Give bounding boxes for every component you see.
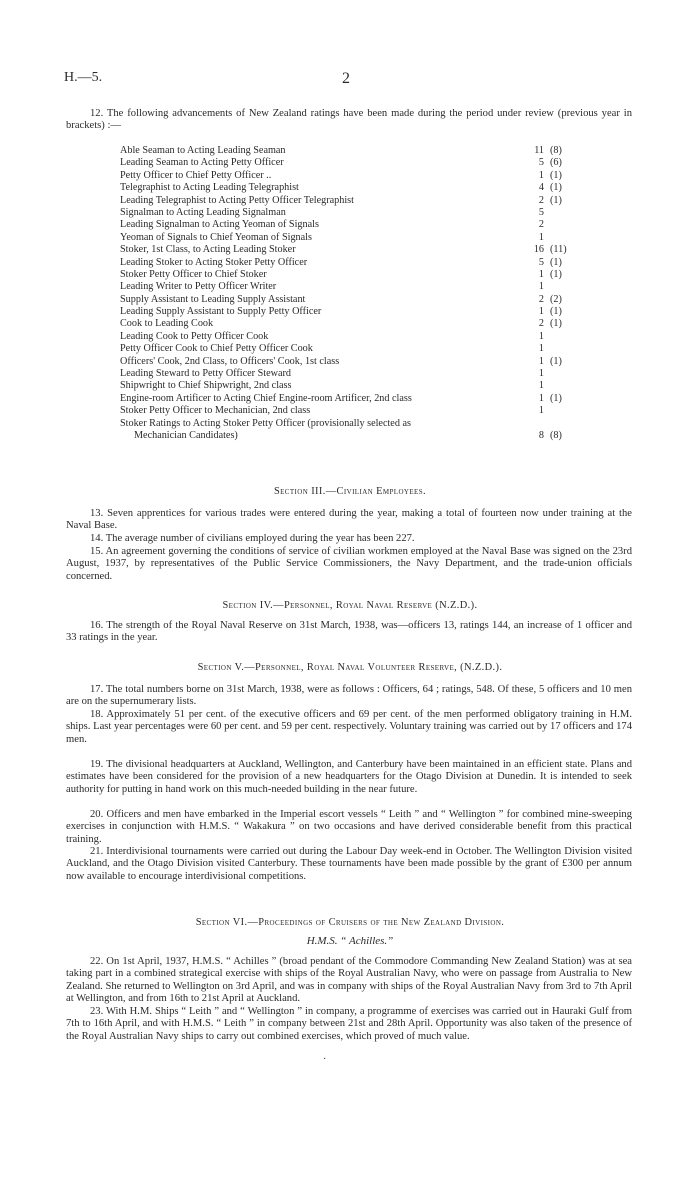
advancement-count: 1 — [538, 268, 544, 280]
advancement-row — [120, 207, 632, 219]
advancement-count: 1 — [538, 405, 544, 417]
advancement-previous-year: (1) — [550, 169, 562, 181]
advancement-label: Shipwright to Chief Shipwright, 2nd class — [120, 380, 292, 392]
paragraph-14: 14. The average number of civilians employed during the year has been 227. — [90, 533, 415, 544]
advancement-label: Leading Cook to Petty Officer Cook — [120, 330, 269, 342]
advancement-label: Cook to Leading Cook — [120, 318, 214, 330]
advancement-row — [120, 368, 632, 380]
advancement-row — [120, 380, 632, 392]
paragraph-22: 22. On 1st April, 1937, H.M.S. “ Achilles ” (broad pendant of the Commodore Commanding New Zealand Station) was at sea taking part in a combined strategical exercise with ships of the Royal Australian Navy, who were on passage from Australia to New Zealand. She returned to Wellington on 3rd April, and was in company with ships of the Royal Australian Navy from 3rd to 7th April at Wellington, and from 16th to 21st April at Auckland. — [66, 956, 632, 1005]
advancement-row — [120, 356, 632, 368]
advancement-count: 16 — [533, 244, 544, 256]
advancement-row — [120, 405, 632, 417]
advancement-label: Able Seaman to Acting Leading Seaman — [120, 145, 286, 156]
advancement-count: 1 — [538, 330, 544, 342]
paragraph-15: 15. An agreement governing the conditions of service of civilian workmen employed at the Naval Base was signed on the 23rd August, 1937, by representatives of the Public Service Commissioners, the Navy Department, and the trade-union officials concerned. — [66, 546, 632, 582]
advancement-label: Leading Writer to Petty Officer Writer — [120, 281, 277, 293]
advancement-row — [120, 257, 632, 269]
advancement-row — [120, 281, 632, 293]
advancement-row — [120, 182, 632, 194]
advancement-row — [120, 232, 632, 244]
paragraph-19: 19. The divisional headquarters at Auckland, Wellington, and Canterbury have been maintained in an efficient state. Plans and estimates have been considered for the provision of a new headquarters for the Otago Division at Dunedin. It is intended to seek authority for putting in hand work on this much-needed building in the near future. — [66, 759, 632, 795]
section-6-heading: Section VI.—Proceedings of Cruisers of the New Zealand Division. — [195, 917, 505, 928]
advancement-count: 2 — [538, 194, 544, 206]
advancement-previous-year: (1) — [550, 392, 562, 404]
section-5-heading: Section V.—Personnel, Royal Naval Volunteer Reserve, (N.Z.D.). — [197, 662, 503, 673]
advancement-count: 1 — [538, 343, 544, 355]
advancement-previous-year: (1) — [550, 268, 562, 280]
advancement-row — [120, 219, 632, 231]
paragraph-17: 17. The total numbers borne on 31st March, 1938, were as follows : Officers, 64 ; ratings, 548. Of these, 5 officers and 10 men are on the supernumerary lists. — [66, 684, 632, 708]
advancement-label: Petty Officer Cook to Chief Petty Officer Cook — [120, 343, 313, 355]
advancements-table — [120, 145, 632, 442]
page-number: 2 — [342, 70, 350, 87]
advancement-count: 1 — [538, 169, 544, 181]
paragraph-18: 18. Approximately 51 per cent. of the executive officers and 69 per cent. of the men performed obligatory training in H.M. ships. Last year percentages were 60 per cent. and 59 per cent. respectively. Voluntary training was carried out by 17 officers and 174 men. — [66, 709, 632, 745]
advancement-label: Leading Supply Assistant to Supply Petty Officer — [120, 306, 322, 318]
advancement-label: Leading Seaman to Acting Petty Officer — [120, 157, 284, 169]
advancement-count: 5 — [538, 206, 544, 218]
advancement-row — [120, 331, 632, 343]
advancement-count: 1 — [538, 306, 544, 318]
paragraph-21: 21. Interdivisional tournaments were carried out during the Labour Day week-end in October. The Wellington Division visited Auckland, and the Otago Division visited Canterbury. These tournaments have been made possible by the grant of £300 per annum now available to encourage interdivisional competitions. — [66, 846, 632, 882]
paragraph-20: 20. Officers and men have embarked in the Imperial escort vessels “ Leith ” and “ Wellington ” for combined mine-sweeping exercises in conjunction with H.M.S. “ Wakakura ” on two occasions and have derived considerable benefit from this practical training. — [66, 809, 632, 845]
section-4-heading: Section IV.—Personnel, Royal Naval Reserve (N.Z.D.). — [222, 600, 478, 611]
advancement-previous-year: (1) — [550, 355, 562, 367]
advancement-row — [120, 306, 632, 318]
advancement-row — [120, 157, 632, 169]
advancement-count: 1 — [538, 380, 544, 392]
paragraph-12: 12. The following advancements of New Zealand ratings have been made during the period under review (previous year in brackets) :— — [66, 108, 632, 132]
advancement-count: 5 — [538, 157, 544, 169]
advancement-row — [120, 244, 632, 256]
advancement-count: 1 — [538, 355, 544, 367]
paragraph-16: 16. The strength of the Royal Naval Reserve on 31st March, 1938, was—officers 13, ratings 144, an increase of 1 officer and 33 ratings in the year. — [66, 620, 632, 644]
advancement-previous-year: (8) — [550, 429, 562, 441]
paragraph-23: 23. With H.M. Ships “ Leith ” and “ Wellington ” in company, a programme of exercises was carried out in Hauraki Gulf from 7th to 16th April, and with H.M.S. “ Leith ” in company between 21st and 28th April. Opportunity was also taken of the presence of the Royal Australian Navy ships to carry out combined exercises, which proved of much value. — [66, 1006, 632, 1042]
advancement-previous-year: (1) — [550, 194, 562, 206]
advancement-label: Stoker, 1st Class, to Acting Leading Stoker — [120, 244, 296, 256]
advancement-label: Leading Signalman to Acting Yeoman of Signals — [120, 219, 319, 231]
advancement-row — [120, 393, 632, 405]
advancement-label: Stoker Petty Officer to Chief Stoker — [120, 268, 267, 280]
advancement-count: 2 — [538, 293, 544, 305]
advancement-previous-year: (8) — [550, 145, 562, 156]
advancement-row — [120, 170, 632, 182]
advancement-row — [120, 195, 632, 207]
advancement-label: Officers' Cook, 2nd Class, to Officers' Cook, 1st class — [120, 355, 340, 367]
advancement-previous-year: (1) — [550, 256, 562, 268]
advancement-label: Stoker Petty Officer to Mechanician, 2nd class — [120, 405, 311, 417]
advancement-row — [120, 318, 632, 330]
advancement-previous-year: (1) — [550, 318, 562, 330]
paragraph-13: 13. Seven apprentices for various trades were entered during the year, making a total of fourteen now under training at the Naval Base. — [66, 508, 632, 532]
advancement-label: Supply Assistant to Leading Supply Assistant — [120, 293, 306, 305]
advancement-label: Telegraphist to Acting Leading Telegraphist — [120, 182, 299, 194]
document-reference: H.—5. — [64, 70, 103, 85]
advancement-previous-year: (11) — [550, 244, 567, 256]
advancement-count: 11 — [534, 145, 544, 156]
advancement-count: 4 — [538, 182, 544, 194]
section-6-subheading: H.M.S. “ Achilles.” — [306, 935, 394, 947]
advancement-label: Leading Steward to Petty Officer Steward — [120, 368, 291, 380]
advancement-count: 8 — [538, 429, 544, 441]
advancement-label: Stoker Ratings to Acting Stoker Petty Officer (provisionally selected as — [120, 417, 411, 429]
advancement-row — [120, 269, 632, 281]
advancement-label: Engine-room Artificer to Acting Chief Engine-room Artificer, 2nd class — [120, 392, 412, 404]
advancement-previous-year: (1) — [550, 182, 562, 194]
advancement-label: Leading Stoker to Acting Stoker Petty Officer — [120, 256, 308, 268]
advancement-row — [120, 430, 632, 442]
advancement-label: Yeoman of Signals to Chief Yeoman of Signals — [120, 231, 312, 243]
advancement-previous-year: (2) — [550, 293, 562, 305]
advancement-label: Signalman to Acting Leading Signalman — [120, 206, 286, 218]
advancement-label: Mechanician Candidates) — [134, 429, 238, 441]
advancement-row — [120, 294, 632, 306]
section-3-heading: Section III.—Civilian Employees. — [273, 486, 427, 497]
advancement-row — [120, 343, 632, 355]
advancement-label: Petty Officer to Chief Petty Officer .. — [120, 169, 272, 181]
advancement-label: Leading Telegraphist to Acting Petty Officer Telegraphist — [120, 194, 354, 206]
advancement-count: 5 — [538, 256, 544, 268]
page-mark: · — [323, 1054, 327, 1065]
advancement-count: 1 — [538, 368, 544, 380]
advancement-count: 1 — [538, 281, 544, 293]
advancement-row — [120, 145, 632, 157]
advancement-previous-year: (1) — [550, 306, 562, 318]
advancement-count: 1 — [538, 392, 544, 404]
advancement-count: 1 — [538, 231, 544, 243]
advancement-row — [120, 418, 632, 430]
advancement-count: 2 — [538, 318, 544, 330]
advancement-previous-year: (6) — [550, 157, 562, 169]
advancement-count: 2 — [538, 219, 544, 231]
